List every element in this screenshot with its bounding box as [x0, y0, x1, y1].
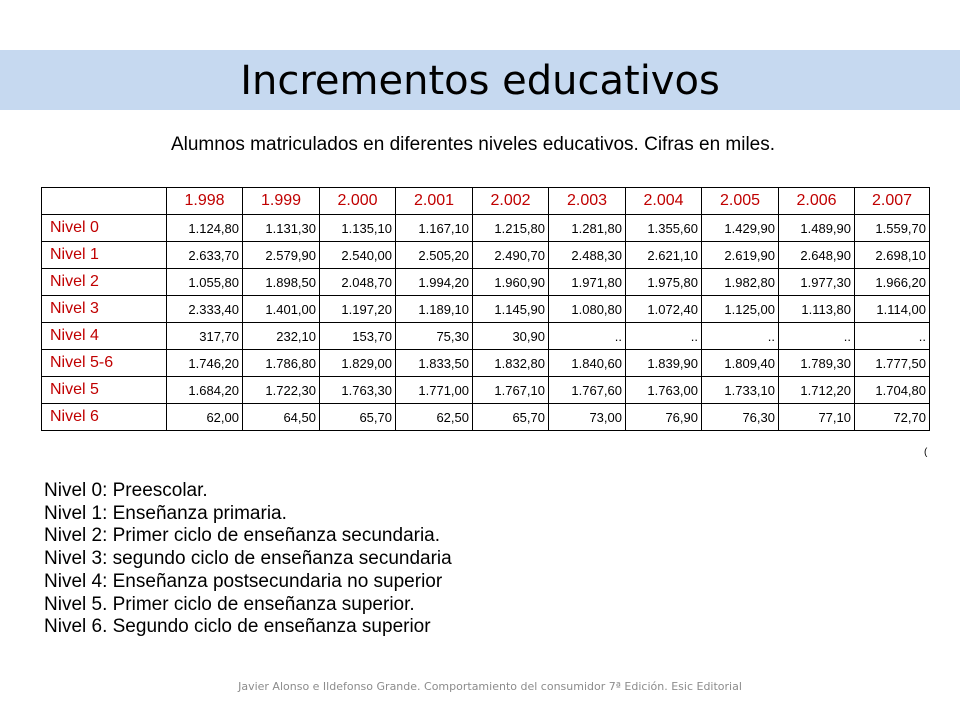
table-cell: 1.429,90: [702, 215, 779, 242]
enrollment-table-wrapper: [41, 187, 930, 431]
table-cell: 1.829,00: [320, 350, 396, 377]
table-cell: 1.839,90: [626, 350, 702, 377]
table-cell: ..: [855, 323, 930, 350]
table-cell: 1.982,80: [702, 269, 779, 296]
row-label: Nivel 5-6: [42, 350, 167, 377]
table-cell: 1.960,90: [473, 269, 549, 296]
table-cell: 1.135,10: [320, 215, 396, 242]
table-cell: 1.704,80: [855, 377, 930, 404]
table-cell: 1.189,10: [396, 296, 473, 323]
table-cell: ..: [779, 323, 855, 350]
table-cell: 1.355,60: [626, 215, 702, 242]
table-cell: 153,70: [320, 323, 396, 350]
table-cell: 2.540,00: [320, 242, 396, 269]
table-cell: 2.505,20: [396, 242, 473, 269]
table-cell: 2.048,70: [320, 269, 396, 296]
year-header: 2.006: [779, 188, 855, 215]
table-cell: 65,70: [320, 404, 396, 431]
table-cell: 1.401,00: [243, 296, 320, 323]
table-cell: 1.559,70: [855, 215, 930, 242]
table-row: [42, 323, 930, 350]
table-cell: 1.281,80: [549, 215, 626, 242]
table-cell: 1.767,10: [473, 377, 549, 404]
table-cell: 232,10: [243, 323, 320, 350]
row-label: Nivel 0: [42, 215, 167, 242]
row-label: Nivel 4: [42, 323, 167, 350]
stray-mark: (: [924, 447, 928, 458]
legend-item: Nivel 6. Segundo ciclo de enseñanza superior: [44, 616, 431, 638]
table-cell: 1.763,00: [626, 377, 702, 404]
legend-item: Nivel 5. Primer ciclo de enseñanza superior.: [44, 593, 415, 615]
table-cell: 77,10: [779, 404, 855, 431]
table-cell: 1.809,40: [702, 350, 779, 377]
table-row: [42, 296, 930, 323]
table-cell: 75,30: [396, 323, 473, 350]
table-cell: 62,50: [396, 404, 473, 431]
footer-credit: Javier Alonso e Ildefonso Grande. Comportamiento del consumidor 7ª Edición. Esic Editorial: [238, 680, 742, 693]
year-header: 2.001: [396, 188, 473, 215]
table-cell: 1.125,00: [702, 296, 779, 323]
year-header: 1.999: [243, 188, 320, 215]
table-caption: Alumnos matriculados en diferentes niveles educativos. Cifras en miles.: [170, 134, 776, 155]
row-label: Nivel 5: [42, 377, 167, 404]
table-cell: 65,70: [473, 404, 549, 431]
table-cell: 1.771,00: [396, 377, 473, 404]
table-cell: 2.633,70: [167, 242, 243, 269]
table-cell: 317,70: [167, 323, 243, 350]
table-cell: 1.197,20: [320, 296, 396, 323]
table-row: [42, 404, 930, 431]
table-cell: 72,70: [855, 404, 930, 431]
table-cell: 1.080,80: [549, 296, 626, 323]
table-cell: 1.763,30: [320, 377, 396, 404]
table-cell: 1.113,80: [779, 296, 855, 323]
table-cell: 2.619,90: [702, 242, 779, 269]
table-cell: 1.072,40: [626, 296, 702, 323]
table-cell: 1.684,20: [167, 377, 243, 404]
table-cell: 2.333,40: [167, 296, 243, 323]
table-cell: 1.789,30: [779, 350, 855, 377]
year-header: 2.007: [855, 188, 930, 215]
table-cell: 1.971,80: [549, 269, 626, 296]
table-cell: 1.114,00: [855, 296, 930, 323]
legend-item: Nivel 0: Preescolar.: [44, 480, 208, 501]
table-cell: 1.833,50: [396, 350, 473, 377]
table-cell: 1.777,50: [855, 350, 930, 377]
legend-item: Nivel 1: Enseñanza primaria.: [44, 502, 287, 524]
table-cell: 1.124,80: [167, 215, 243, 242]
year-header: 2.004: [626, 188, 702, 215]
legend-item: Nivel 2: Primer ciclo de enseñanza secundaria.: [44, 525, 441, 547]
table-cell: 76,30: [702, 404, 779, 431]
table-cell: 2.698,10: [855, 242, 930, 269]
table-cell: 64,50: [243, 404, 320, 431]
table-cell: 1.145,90: [473, 296, 549, 323]
table-row: [42, 377, 930, 404]
table-cell: 1.786,80: [243, 350, 320, 377]
table-cell: 1.722,30: [243, 377, 320, 404]
table-cell: 1.215,80: [473, 215, 549, 242]
table-cell: 1.832,80: [473, 350, 549, 377]
slide-title: Incrementos educativos: [240, 58, 720, 104]
table-header-row: [42, 188, 930, 215]
table-cell: 1.994,20: [396, 269, 473, 296]
table-cell: 62,00: [167, 404, 243, 431]
year-header: 1.998: [167, 188, 243, 215]
table-corner-cell: [42, 188, 167, 215]
table-cell: ..: [626, 323, 702, 350]
table-cell: 2.490,70: [473, 242, 549, 269]
row-label: Nivel 6: [42, 404, 167, 431]
legend-item: Nivel 3: segundo ciclo de enseñanza secundaria: [44, 548, 452, 570]
table-cell: 2.621,10: [626, 242, 702, 269]
table-row: [42, 215, 930, 242]
table-cell: 30,90: [473, 323, 549, 350]
table-cell: 73,00: [549, 404, 626, 431]
year-header: 2.003: [549, 188, 626, 215]
table-row: [42, 269, 930, 296]
table-cell: 1.746,20: [167, 350, 243, 377]
table-cell: 1.767,60: [549, 377, 626, 404]
table-cell: 1.167,10: [396, 215, 473, 242]
year-header: 2.002: [473, 188, 549, 215]
legend-item: Nivel 4: Enseñanza postsecundaria no superior: [44, 570, 443, 592]
row-label: Nivel 2: [42, 269, 167, 296]
table-cell: 76,90: [626, 404, 702, 431]
row-label: Nivel 3: [42, 296, 167, 323]
table-cell: ..: [549, 323, 626, 350]
table-cell: 1.977,30: [779, 269, 855, 296]
table-cell: 1.055,80: [167, 269, 243, 296]
table-cell: 2.488,30: [549, 242, 626, 269]
table-cell: 1.840,60: [549, 350, 626, 377]
table-cell: 2.579,90: [243, 242, 320, 269]
table-cell: 1.733,10: [702, 377, 779, 404]
table-cell: 2.648,90: [779, 242, 855, 269]
table-cell: 1.975,80: [626, 269, 702, 296]
year-header: 2.005: [702, 188, 779, 215]
table-cell: ..: [702, 323, 779, 350]
level-legend: [44, 480, 452, 639]
year-header: 2.000: [320, 188, 396, 215]
table-row: [42, 350, 930, 377]
table-cell: 1.712,20: [779, 377, 855, 404]
table-cell: 1.898,50: [243, 269, 320, 296]
table-row: [42, 242, 930, 269]
table-cell: 1.489,90: [779, 215, 855, 242]
row-label: Nivel 1: [42, 242, 167, 269]
table-cell: 1.131,30: [243, 215, 320, 242]
table-cell: 1.966,20: [855, 269, 930, 296]
enrollment-table: [41, 187, 930, 431]
